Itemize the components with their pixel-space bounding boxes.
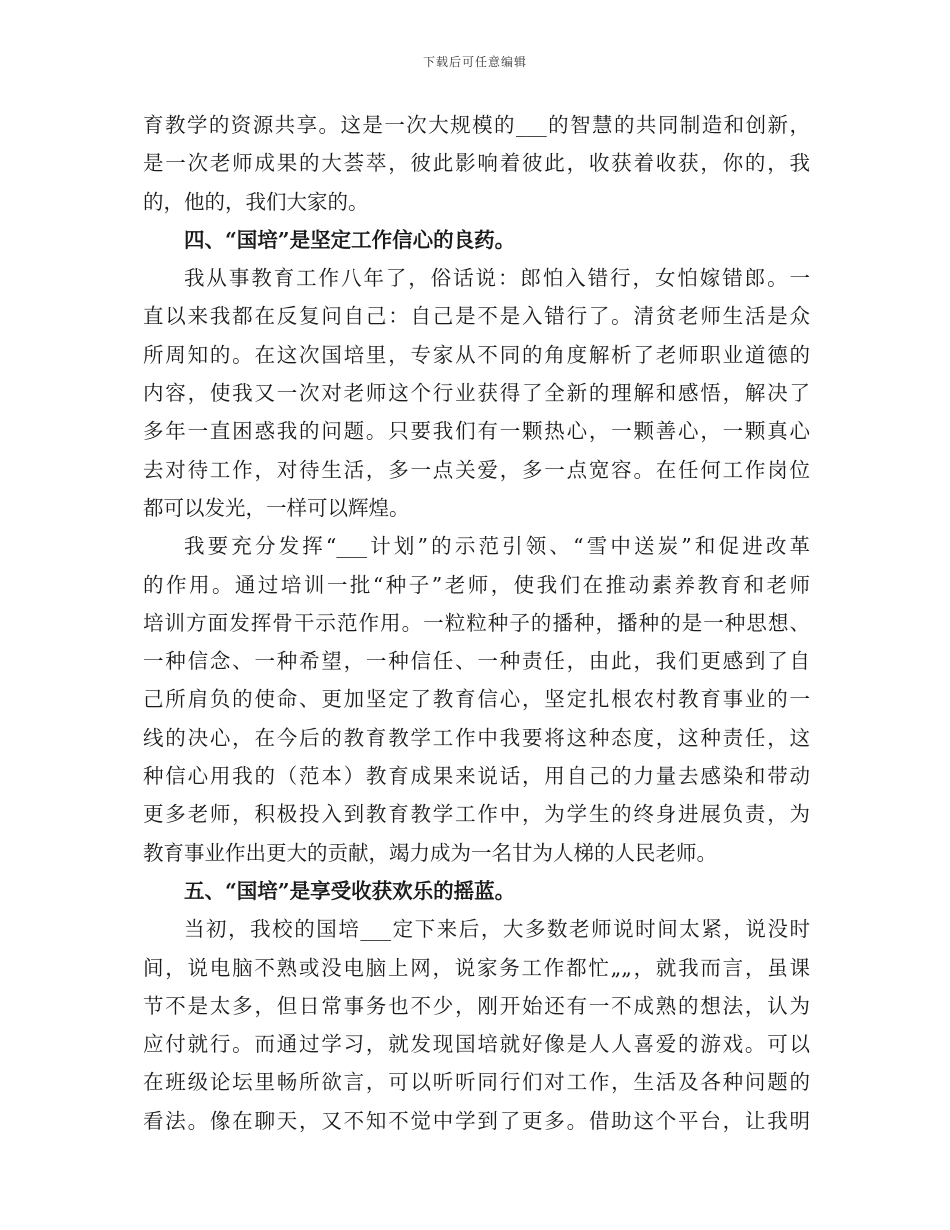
- text-line: 己所肩负的使命、更加坚定了教育信心，坚定扎根农村教育事业的一: [143, 687, 810, 712]
- text-line: 当初，我校的国培___定下来后，大多数老师说时间太紧，说没时: [184, 917, 810, 942]
- text-line: 种信心用我的（范本）教育成果来说话，用自己的力量去感染和带动: [143, 764, 810, 789]
- text-line: 应付就行。而通过学习，就发现国培就好像是人人喜爱的游戏。可以: [143, 1032, 810, 1057]
- text-line: 在班级论坛里畅所欲言，可以听听同行们对工作，生活及各种问题的: [143, 1070, 810, 1095]
- text-line: 育教学的资源共享。这是一次大规模的___的智慧的共同制造和创新，: [143, 113, 810, 137]
- page-header: 下载后可任意编辑: [422, 55, 527, 69]
- text-line: 所周知的。在这次国培里，专家从不同的角度解析了老师职业道德的: [143, 342, 810, 367]
- text-line: 是一次老师成果的大荟萃，彼此影响着彼此，收获着收获，你的，我: [143, 151, 810, 176]
- text-line: 更多老师，积极投入到教育教学工作中，为学生的终身进展负责，为: [143, 802, 810, 827]
- text-line: 看法。像在聊天，又不知不觉中学到了更多。借助这个平台，让我明: [143, 1108, 810, 1133]
- text-line: 去对待工作，对待生活，多一点关爱，多一点宽容。在任何工作岗位: [143, 457, 810, 482]
- section-heading: 五、“国培”是享受收获欢乐的摇蓝。: [184, 878, 516, 903]
- text-line: 间，说电脑不熟或没电脑上网，说家务工作都忙„„，就我而言，虽课: [143, 955, 810, 980]
- text-line: 多年一直困惑我的问题。只要我们有一颗热心，一颗善心，一颗真心: [143, 419, 810, 444]
- text-line: 教育事业作出更大的贡献，竭力成为一名甘为人梯的人民老师。: [143, 840, 717, 865]
- text-line: 都可以发光，一样可以辉煌。: [143, 495, 410, 520]
- text-line: 节不是太多，但日常事务也不少，刚开始还有一不成熟的想法，认为: [143, 993, 810, 1018]
- text-line: 一种信念、一种希望，一种信任、一种责任，由此，我们更感到了自: [143, 649, 810, 674]
- text-line: 线的决心，在今后的教育教学工作中我要将这种态度，这种责任，这: [143, 725, 810, 750]
- text-line: 培训方面发挥骨干示范作用。一粒粒种子的播种，播种的是一种思想、: [143, 610, 810, 635]
- text-line: 我从事教育工作八年了，俗话说：郎怕入错行，女怕嫁错郎。一: [184, 266, 810, 291]
- text-line: 的，他的，我们大家的。: [143, 189, 369, 214]
- document-body: [143, 106, 810, 1140]
- text-line: 直以来我都在反复问自己：自己是不是入错行了。清贫老师生活是众: [143, 304, 810, 329]
- text-line: 的作用。通过培训一批“种子”老师，使我们在推动素养教育和老师: [143, 572, 810, 597]
- section-heading: 四、“国培”是坚定工作信心的良药。: [184, 227, 516, 252]
- text-line: 内容，使我又一次对老师这个行业获得了全新的理解和感悟，解决了: [143, 381, 810, 406]
- text-line: 我要充分发挥“___计划”的示范引领、“雪中送炭”和促进改革: [184, 534, 810, 559]
